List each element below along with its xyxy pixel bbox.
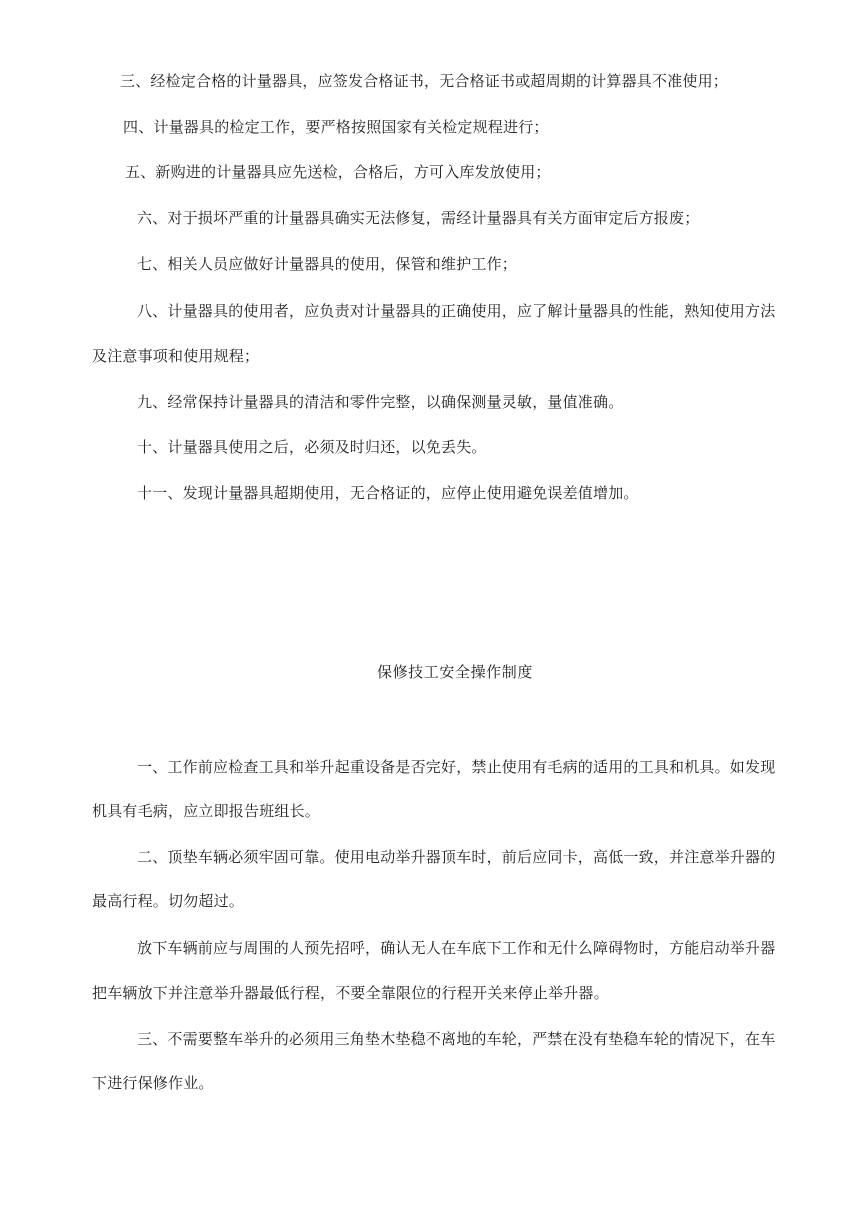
paragraph-1-line-2: 机具有毛病，应立即报告班组长。	[92, 802, 321, 820]
rule-item-3: 三、经检定合格的计量器具，应签发合格证书，无合格证书或超周期的计算器具不准使用；	[120, 72, 729, 90]
paragraph-3-line-2: 把车辆放下并注意举升器最低行程，不要全靠限位的行程开关来停止举升器。	[92, 984, 609, 1002]
paragraph-3-line-1: 放下车辆前应与周围的人预先招呼，确认无人在车底下工作和无什么障碍物时，方能启动举升器	[137, 939, 776, 957]
section-title: 保修技工安全操作制度	[376, 663, 533, 681]
rule-item-11: 十一、发现计量器具超期使用，无合格证的，应停止使用避免误差值增加。	[137, 484, 639, 502]
rule-item-5: 五、新购进的计量器具应先送检，合格后，方可入库发放使用；	[125, 163, 551, 181]
paragraph-2-line-1: 二、顶垫车辆必须牢固可靠。使用电动举升器顶车时，前后应同卡，高低一致，并注意举升器的	[137, 848, 776, 866]
rule-item-7: 七、相关人员应做好计量器具的使用，保管和维护工作；	[137, 255, 518, 273]
paragraph-1-line-1: 一、工作前应检查工具和举升起重设备是否完好，禁止使用有毛病的适用的工具和机具。如发现	[137, 758, 776, 776]
paragraph-2-line-2: 最高行程。切勿超过。	[92, 892, 245, 910]
paragraph-4-line-1: 三、不需要整车举升的必须用三角垫木垫稳不离地的车轮，严禁在没有垫稳车轮的情况下，在车	[137, 1030, 776, 1048]
rule-item-8-cont: 及注意事项和使用规程；	[92, 347, 260, 365]
rule-item-10: 十、计量器具使用之后，必须及时归还，以免丢失。	[137, 438, 487, 456]
rule-item-8: 八、计量器具的使用者，应负责对计量器具的正确使用，应了解计量器具的性能，熟知使用方法	[137, 302, 776, 320]
rule-item-6: 六、对于损坏严重的计量器具确实无法修复，需经计量器具有关方面审定后方报废；	[137, 209, 700, 227]
rule-item-4: 四、计量器具的检定工作，要严格按照国家有关检定规程进行；	[123, 118, 549, 136]
paragraph-4-line-2: 下进行保修作业。	[92, 1074, 214, 1092]
rule-item-9: 九、经常保持计量器具的清洁和零件完整，以确保测量灵敏，量值准确。	[137, 393, 624, 411]
